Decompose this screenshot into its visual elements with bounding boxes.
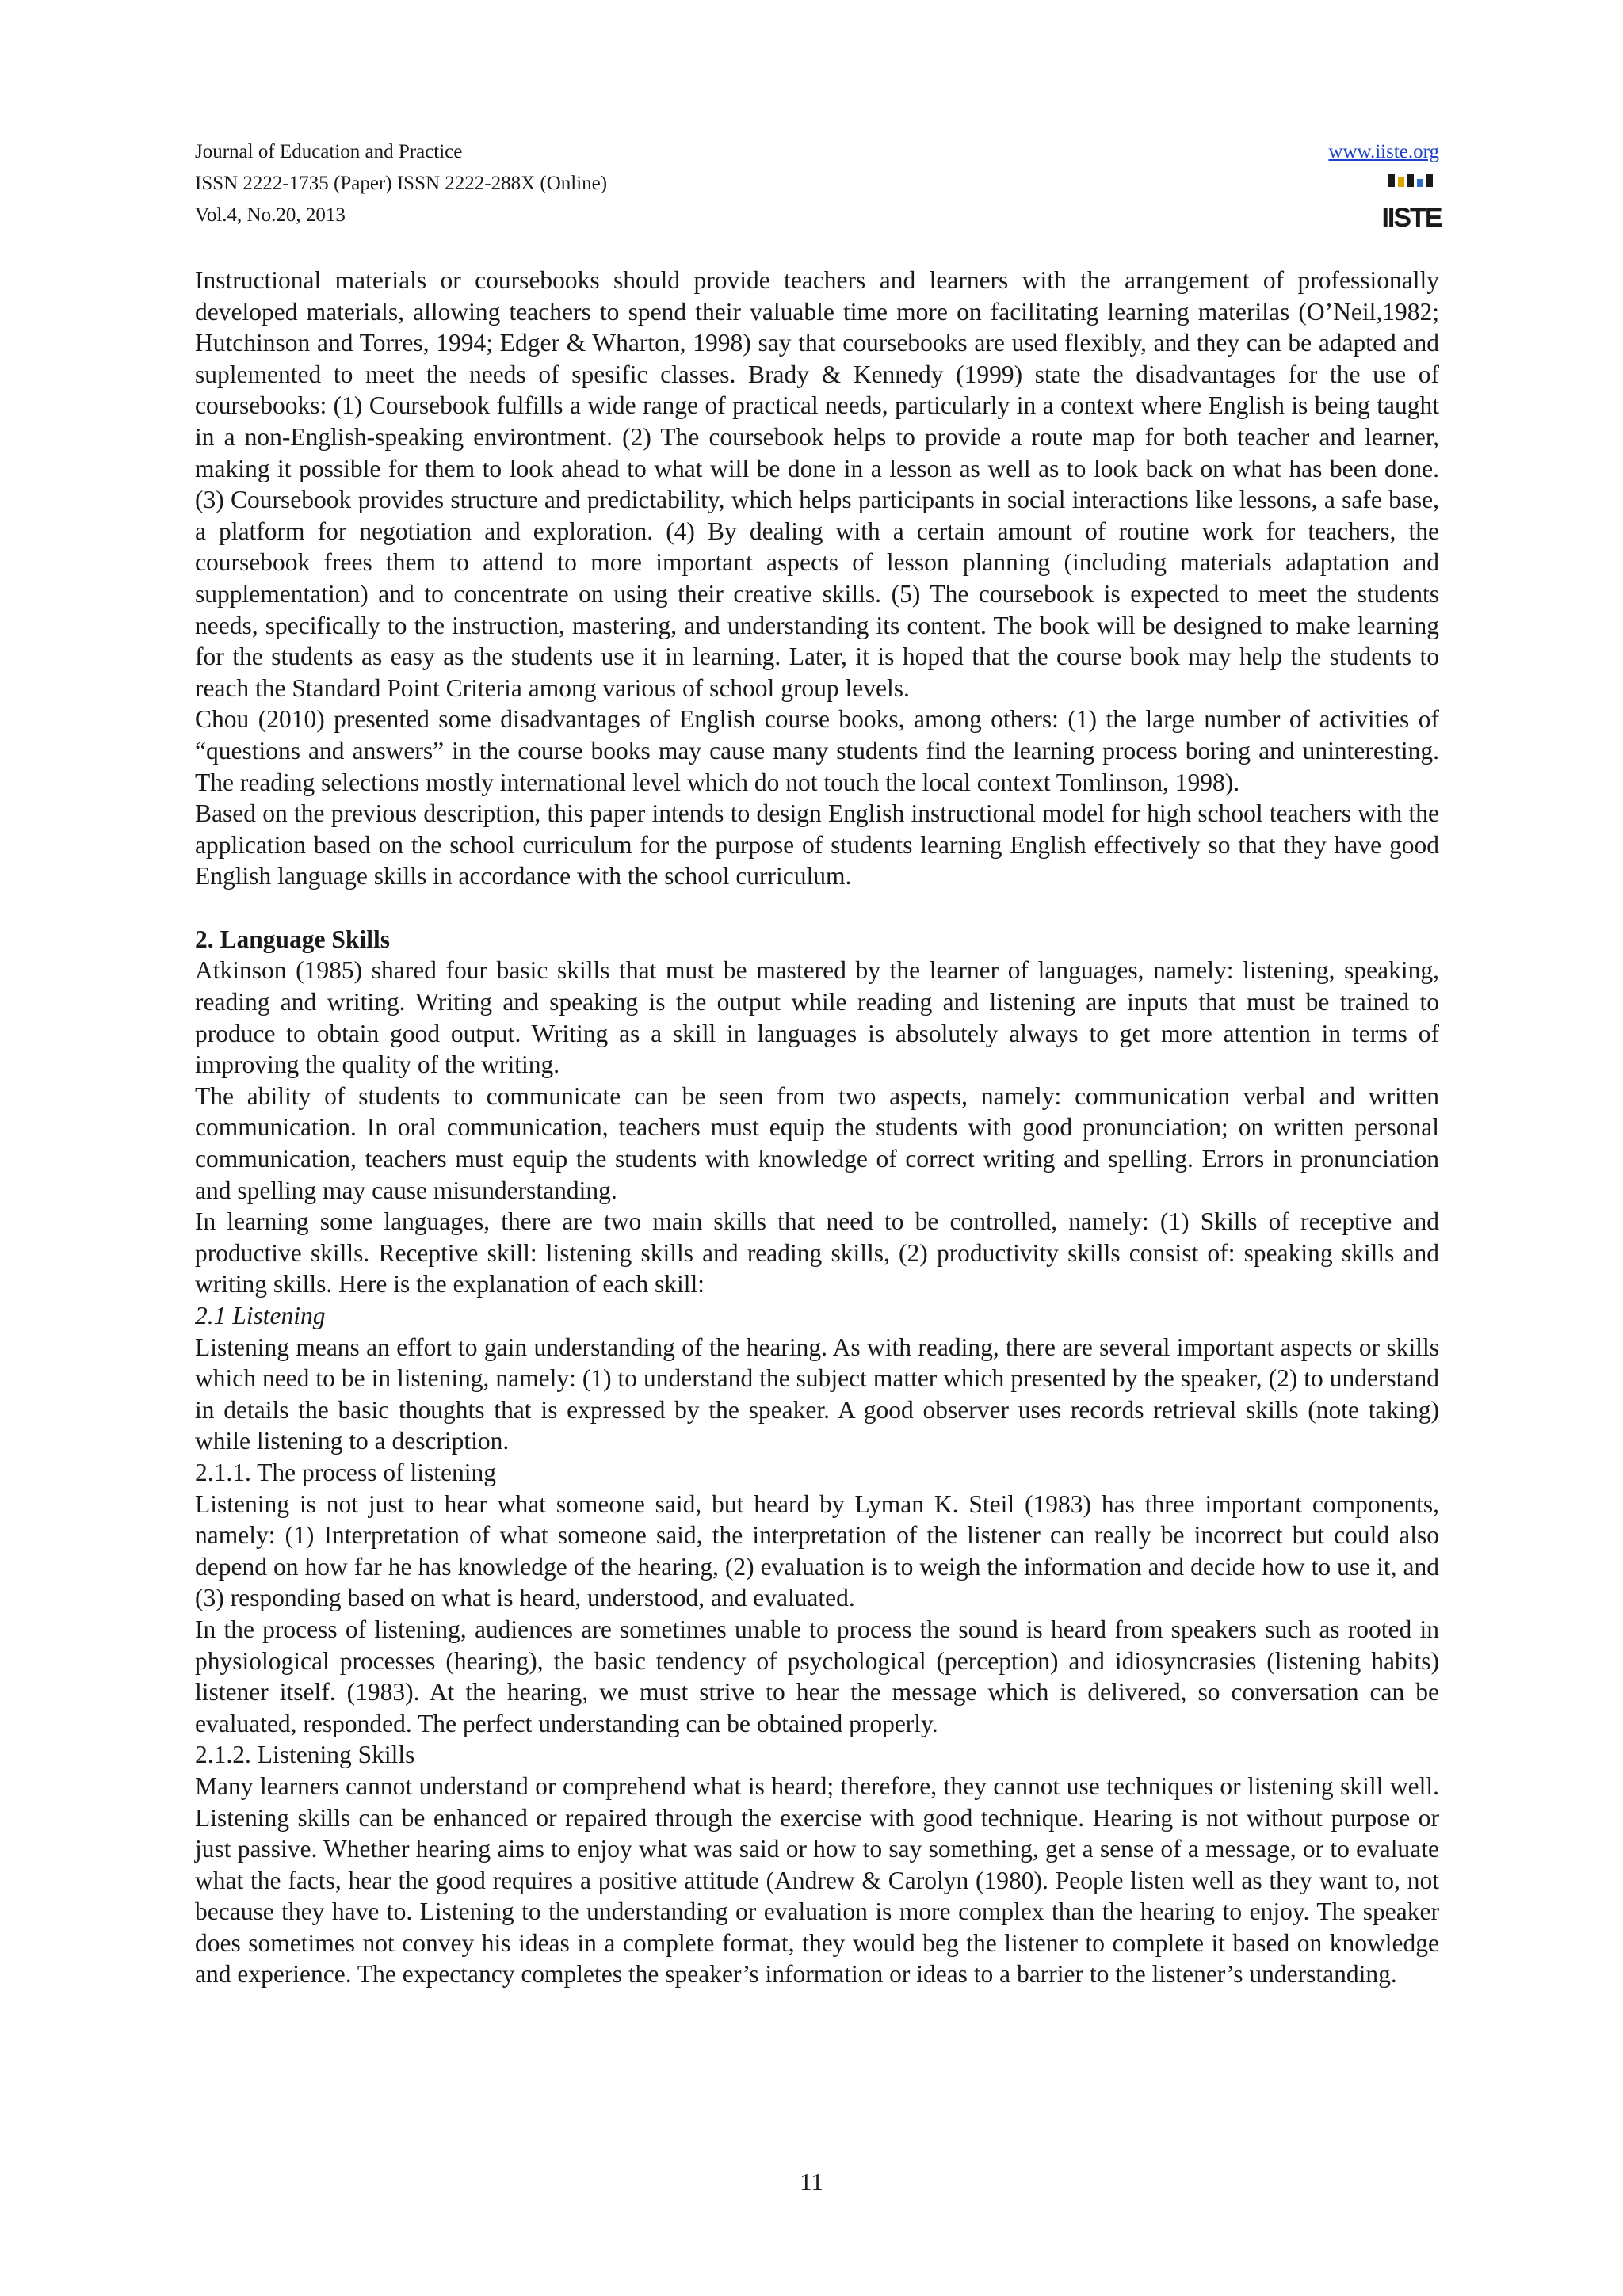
volume-line: Vol.4, No.20, 2013 [195, 204, 346, 226]
paragraph-coursebook-disadvantages: Chou (2010) presented some disadvantages of English course books, among others: (1) the large number of activities of “questions and answers” in the course books may cause many students find the learning process boring and uninteresting. The reading selections mostly international level which do not touch the local context Tomlinson, 1998). [195, 705, 1439, 796]
journal-title: Journal of Education and Practice [195, 141, 463, 162]
section-heading: 2. Language Skills [195, 925, 390, 953]
subsection-heading: 2.1 Listening [195, 1302, 326, 1329]
paragraph-communication: The ability of students to communicate can be seen from two aspects, namely: communication verbal and written communication. In oral communication, teachers must equip the students with good pronunciation; on written personal communication, teachers must equip the students with knowledge of correct writing and spelling. Errors in pronunciation and spelling may cause misunderstanding. [195, 1081, 1439, 1204]
subsubsection-heading: 2.1.1. The process of listening [195, 1458, 496, 1486]
paragraph-listening-skills: Many learners cannot understand or comprehend what is heard; therefore, they cannot use techniques or listening skill well. Listening skills can be enhanced or repaired through the exercise with good technique. Hearing is not without purpose or just passive. Whether hearing aims to enjoy what was said or how to say something, get a sense of a message, or to evaluate what the facts, hear the good requires a positive attitude (Andrew & Carolyn (1980). People listen well as they want to, not because they have to. Listening to the understanding or evaluation is more complex than the hearing to enjoy. The speaker does sometimes not convey his ideas in a complete format, they would beg the listener to complete it based on knowledge and experience. The expectancy completes the speaker’s information or ideas to a barrier to the listener’s understanding. [195, 1772, 1439, 1989]
article-body [195, 265, 1439, 1990]
paragraph-listening-definition: Listening means an effort to gain understanding of the hearing. As with reading, there are several important aspects or skills which need to be in listening, namely: (1) to understand the subject matter which presented by the speaker, (2) to understand in details the basic thoughts that is expressed by the speaker. A good observer uses records retrieval skills (note taking) while listening to a description. [195, 1333, 1439, 1455]
subsubsection-heading: 2.1.2. Listening Skills [195, 1741, 415, 1769]
paragraph-listening-components: Listening is not just to hear what someone said, but heard by Lyman K. Steil (1983) has three important components, namely: (1) Interpretation of what someone said, the interpretation of the listener can really be incorrect but could also depend on how far he has knowledge of the hearing, (2) evaluation is to weigh the information and decide how to use it, and (3) responding based on what is heard, understood, and evaluated. [195, 1489, 1439, 1612]
paragraph-main-skills: In learning some languages, there are two main skills that need to be controlled, namely: (1) Skills of receptive and productive skills. Receptive skill: listening skills and reading skills, (2) productivity skills consist of: speaking skills and writing skills. Here is the explanation of each skill: [195, 1207, 1439, 1299]
page-header [195, 136, 1442, 239]
svg-text:IISTE: IISTE [1381, 203, 1442, 233]
page-number: 11 [800, 2168, 823, 2195]
website-link[interactable]: www.iiste.org [1328, 141, 1439, 162]
paragraph-four-skills: Atkinson (1985) shared four basic skills that must be mastered by the learner of languages, namely: listening, speaking, reading and writing. Writing and speaking is the output while reading and listening are inputs that must be trained to produce to obtain good output. Writing as a skill in languages is absolutely always to get more attention in terms of improving the quality of the writing. [195, 956, 1439, 1079]
spacer [195, 892, 1439, 924]
issn-line: ISSN 2222-1735 (Paper) ISSN 2222-288X (Online) [195, 173, 608, 194]
paragraph-listening-process: In the process of listening, audiences are sometimes unable to process the sound is heard from speakers such as rooted in physiological processes (hearing), the basic tendency of psychological (perception) and idiosyncrasies (listening habits) listener itself. (1983). At the hearing, we must strive to hear the message which is delivered, so conversation can be evaluated, responded. The perfect understanding can be obtained properly. [195, 1615, 1439, 1737]
iiste-logo-icon [1381, 171, 1442, 233]
paragraph-paper-intent: Based on the previous description, this paper intends to design English instructional model for high school teachers with the application based on the school curriculum for the purpose of students learning English effectively so that they have good English language skills in accordance with the school curriculum. [195, 799, 1439, 891]
paragraph-coursebook-benefits: Instructional materials or coursebooks should provide teachers and learners with the arrangement of professionally developed materials, allowing teachers to spend their valuable time more on facilitating learning materilas (O’Neil,1982; Hutchinson and Torres, 1994; Edger & Wharton, 1998) say that coursebooks are used flexibly, and they can be adapted and suplemented to meet the needs of spesific classes. Brady & Kennedy (1999) state the disadvantages for the use of coursebooks: (1) Coursebook fulfills a wide range of practical needs, particularly in a context where English is being taught in a non-English-speaking environtment. (2) The coursebook helps to provide a route map for both teacher and learner, making it possible for them to look ahead to what will be done in a lesson as well as to look back on what has been done. (3) Coursebook provides structure and predictability, which helps participants in social interactions like lessons, a safe base, a platform for negotiation and exploration. (4) By dealing with a certain amount of routine work for teachers, the coursebook frees them to attend to more important aspects of lesson planning (including materials adaptation and supplementation) and to concentrate on using their creative skills. (5) The coursebook is expected to meet the students needs, specifically to the instruction, mastering, and understanding its content. The book will be designed to make learning for the students as easy as the students use it in learning. Later, it is hoped that the course book may help the students to reach the Standard Point Criteria among various of school group levels. [195, 266, 1439, 702]
